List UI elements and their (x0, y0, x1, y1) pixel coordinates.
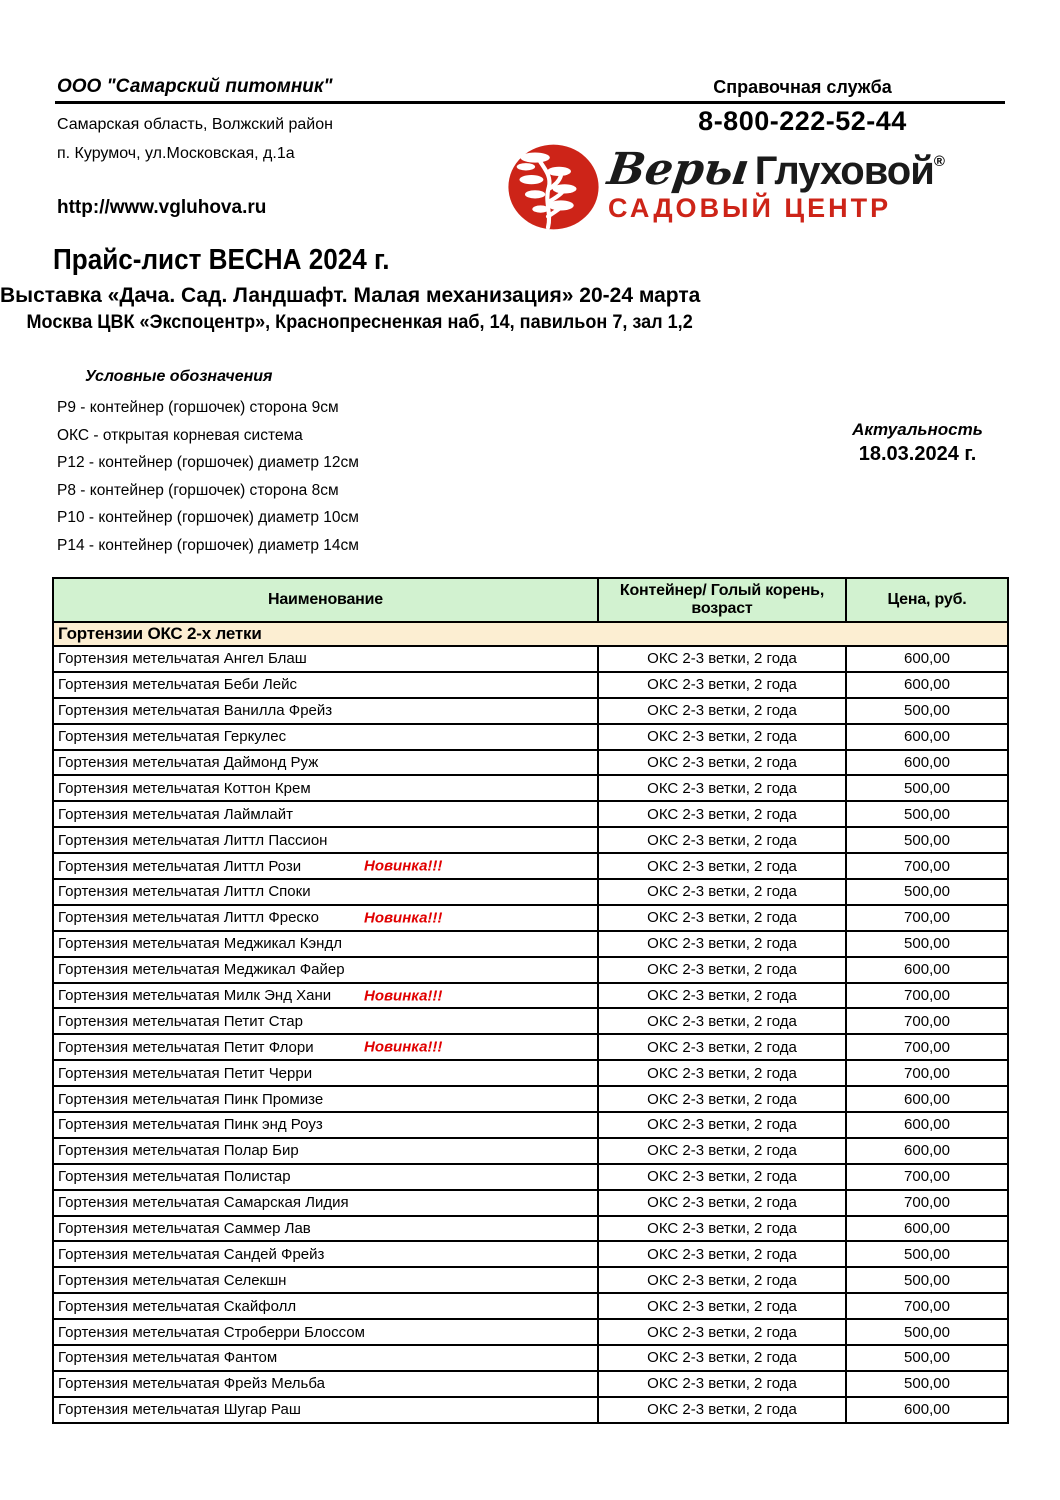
table-row (53, 1371, 1008, 1397)
price-table (52, 577, 1009, 1424)
table-row (53, 905, 1008, 931)
garden-center-logo (505, 138, 995, 236)
new-badge: Новинка!!! (364, 857, 443, 875)
legend-title: Условные обозначения (85, 368, 273, 385)
item-price: 700,00 (846, 1190, 1008, 1216)
item-container: ОКС 2-3 ветки, 2 года (598, 724, 846, 750)
item-container: ОКС 2-3 ветки, 2 года (598, 775, 846, 801)
item-container: ОКС 2-3 ветки, 2 года (598, 801, 846, 827)
table-row (53, 1216, 1008, 1242)
item-container: ОКС 2-3 ветки, 2 года (598, 1112, 846, 1138)
item-container: ОКС 2-3 ветки, 2 года (598, 879, 846, 905)
table-row (53, 1060, 1008, 1086)
company-name: ООО "Самарский питомник" (57, 76, 333, 97)
price-table-body (53, 622, 1008, 1423)
bonsai-tree-icon (505, 141, 602, 233)
item-container: ОКС 2-3 ветки, 2 года (598, 853, 846, 879)
item-container: ОКС 2-3 ветки, 2 года (598, 1060, 846, 1086)
table-row (53, 775, 1008, 801)
legend-list (57, 394, 359, 560)
item-container: ОКС 2-3 ветки, 2 года (598, 1034, 846, 1060)
item-container: ОКС 2-3 ветки, 2 года (598, 646, 846, 672)
table-row (53, 724, 1008, 750)
item-name: Гортензия метельчатая Петит Черри (58, 1064, 313, 1082)
table-row (53, 698, 1008, 724)
table-row (53, 1293, 1008, 1319)
item-name: Гортензия метельчатая Петит Стар (58, 1012, 303, 1030)
relevance-block (830, 420, 1005, 466)
item-price: 600,00 (846, 672, 1008, 698)
item-price: 700,00 (846, 853, 1008, 879)
table-row (53, 879, 1008, 905)
column-header-price: Цена, руб. (846, 578, 1008, 622)
item-price: 500,00 (846, 775, 1008, 801)
address-line-1: Самарская область, Волжский район (57, 116, 333, 133)
table-row (53, 801, 1008, 827)
table-row (53, 1164, 1008, 1190)
item-container: ОКС 2-3 ветки, 2 года (598, 1293, 846, 1319)
item-container: ОКС 2-3 ветки, 2 года (598, 1267, 846, 1293)
item-name: Гортензия метельчатая Коттон Крем (58, 779, 311, 797)
website-link[interactable]: http://www.vgluhova.ru (57, 197, 267, 218)
logo-brand-name: Глуховой (754, 149, 934, 193)
item-price: 500,00 (846, 801, 1008, 827)
item-price: 500,00 (846, 1267, 1008, 1293)
legend-item: Р8 - контейнер (горшочек) сторона 8см (57, 481, 339, 499)
item-price: 700,00 (846, 1008, 1008, 1034)
relevance-label: Актуальность (852, 420, 983, 439)
table-row (53, 827, 1008, 853)
section-row (53, 622, 1008, 646)
table-row (53, 1319, 1008, 1345)
item-name: Гортензия метельчатая Саммер Лав (58, 1220, 311, 1238)
location-line: Москва ЦВК «Экспоцентр», Краснопресненкая наб, 14, павильон 7, зал 1,2 (26, 312, 693, 333)
table-row (53, 1241, 1008, 1267)
item-price: 700,00 (846, 1060, 1008, 1086)
item-container: ОКС 2-3 ветки, 2 года (598, 1319, 846, 1345)
item-name: Гортензия метельчатая Полистар (58, 1168, 291, 1186)
item-name: Гортензия метельчатая Ангел Блаш (58, 650, 307, 668)
table-row (53, 1267, 1008, 1293)
item-name: Гортензия метельчатая Пинк энд Роуз (58, 1116, 323, 1134)
item-container: ОКС 2-3 ветки, 2 года (598, 1008, 846, 1034)
item-name: Гортензия метельчатая Петит Флори (58, 1038, 314, 1056)
hotline-label: Справочная служба (713, 77, 892, 97)
table-row (53, 1190, 1008, 1216)
legend-item: Р10 - контейнер (горшочек) диаметр 10см (57, 509, 359, 527)
item-price: 600,00 (846, 1086, 1008, 1112)
item-name: Гортензия метельчатая Геркулес (58, 728, 287, 746)
item-price: 600,00 (846, 1216, 1008, 1242)
item-name: Гортензия метельчатая Фрейз Мельба (58, 1375, 325, 1393)
item-name: Гортензия метельчатая Меджикал Кэндл (58, 935, 342, 953)
logo-subtitle: САДОВЫЙ ЦЕНТР (608, 193, 892, 223)
item-container: ОКС 2-3 ветки, 2 года (598, 1345, 846, 1371)
item-price: 500,00 (846, 1319, 1008, 1345)
column-header-name: Наименование (53, 578, 598, 622)
table-row (53, 983, 1008, 1009)
item-price: 600,00 (846, 957, 1008, 983)
table-row (53, 1112, 1008, 1138)
item-price: 700,00 (846, 1034, 1008, 1060)
item-name: Гортензия метельчатая Фантом (58, 1349, 278, 1367)
table-row (53, 750, 1008, 776)
table-row (53, 853, 1008, 879)
item-name: Гортензия метельчатая Полар Бир (58, 1142, 299, 1160)
table-header-row (53, 578, 1008, 622)
column-header-container: Контейнер/ Голый корень, возраст (598, 578, 846, 622)
item-container: ОКС 2-3 ветки, 2 года (598, 983, 846, 1009)
item-name: Гортензия метельчатая Селекшн (58, 1271, 287, 1289)
item-name: Гортензия метельчатая Милк Энд Хани (58, 987, 332, 1005)
item-price: 500,00 (846, 1345, 1008, 1371)
item-name: Гортензия метельчатая Лаймлайт (58, 805, 293, 823)
item-price: 500,00 (846, 1371, 1008, 1397)
legend-item: ОКС - открытая корневая система (57, 426, 303, 444)
new-badge: Новинка!!! (364, 987, 443, 1005)
item-name: Гортензия метельчатая Литтл Фреско (58, 909, 319, 927)
item-price: 700,00 (846, 983, 1008, 1009)
page-title: Прайс-лист ВЕСНА 2024 г. (53, 244, 390, 276)
item-price: 600,00 (846, 750, 1008, 776)
registered-trademark-icon: ® (933, 153, 945, 170)
item-price: 500,00 (846, 879, 1008, 905)
item-price: 700,00 (846, 1164, 1008, 1190)
item-container: ОКС 2-3 ветки, 2 года (598, 1397, 846, 1423)
item-name: Гортензия метельчатая Скайфолл (58, 1297, 297, 1315)
table-row (53, 1086, 1008, 1112)
item-container: ОКС 2-3 ветки, 2 года (598, 905, 846, 931)
exhibition-line: Выставка «Дача. Сад. Ландшафт. Малая механизация» 20-24 марта (0, 284, 701, 307)
item-container: ОКС 2-3 ветки, 2 года (598, 1190, 846, 1216)
legend-item: Р9 - контейнер (горшочек) сторона 9см (57, 399, 339, 416)
table-row (53, 1008, 1008, 1034)
new-badge: Новинка!!! (364, 909, 443, 927)
item-name: Гортензия метельчатая Сандей Фрейз (58, 1245, 325, 1263)
legend-item: Р14 - контейнер (горшочек) диаметр 14см (57, 536, 359, 554)
item-name: Гортензия метельчатая Шугар Раш (58, 1401, 301, 1419)
item-container: ОКС 2-3 ветки, 2 года (598, 1216, 846, 1242)
logo-script-name: Веры (604, 144, 753, 195)
table-row (53, 672, 1008, 698)
item-price: 500,00 (846, 827, 1008, 853)
item-container: ОКС 2-3 ветки, 2 года (598, 957, 846, 983)
item-container: ОКС 2-3 ветки, 2 года (598, 1138, 846, 1164)
header-divider (55, 101, 1005, 104)
table-row (53, 1345, 1008, 1371)
item-container: ОКС 2-3 ветки, 2 года (598, 827, 846, 853)
item-name: Гортензия метельчатая Литтл Пассион (58, 831, 328, 849)
legend-item: Р12 - контейнер (горшочек) диаметр 12см (57, 454, 359, 472)
item-price: 600,00 (846, 1112, 1008, 1138)
table-row (53, 1034, 1008, 1060)
item-container: ОКС 2-3 ветки, 2 года (598, 1086, 846, 1112)
item-price: 700,00 (846, 1293, 1008, 1319)
item-name: Гортензия метельчатая Беби Лейс (58, 676, 297, 694)
item-price: 500,00 (846, 931, 1008, 957)
table-row (53, 646, 1008, 672)
item-container: ОКС 2-3 ветки, 2 года (598, 672, 846, 698)
item-name: Гортензия метельчатая Даймонд Руж (58, 754, 319, 771)
item-price: 600,00 (846, 1397, 1008, 1423)
item-name: Гортензия метельчатая Пинк Промизе (58, 1090, 324, 1108)
table-row (53, 1397, 1008, 1423)
item-name: Гортензия метельчатая Меджикал Файер (58, 961, 345, 979)
hotline-phone: 8-800-222-52-44 (698, 106, 907, 136)
table-row (53, 931, 1008, 957)
item-price: 600,00 (846, 724, 1008, 750)
new-badge: Новинка!!! (364, 1038, 443, 1056)
item-name: Гортензия метельчатая Литтл Споки (58, 883, 311, 901)
item-container: ОКС 2-3 ветки, 2 года (598, 1371, 846, 1397)
item-container: ОКС 2-3 ветки, 2 года (598, 1164, 846, 1190)
item-name: Гортензия метельчатая Самарская Лидия (58, 1194, 349, 1212)
item-price: 500,00 (846, 1241, 1008, 1267)
table-row (53, 1138, 1008, 1164)
item-container: ОКС 2-3 ветки, 2 года (598, 750, 846, 776)
item-price: 600,00 (846, 646, 1008, 672)
item-price: 700,00 (846, 905, 1008, 931)
relevance-date: 18.03.2024 г. (858, 443, 977, 465)
item-container: ОКС 2-3 ветки, 2 года (598, 1241, 846, 1267)
item-name: Гортензия метельчатая Ванилла Фрейз (58, 702, 333, 720)
table-row (53, 957, 1008, 983)
item-name: Гортензия метельчатая Литтл Рози (58, 857, 302, 875)
item-container: ОКС 2-3 ветки, 2 года (598, 698, 846, 724)
item-name: Гортензия метельчатая Строберри Блоссом (58, 1323, 365, 1341)
item-price: 600,00 (846, 1138, 1008, 1164)
item-price: 500,00 (846, 698, 1008, 724)
item-container: ОКС 2-3 ветки, 2 года (598, 931, 846, 957)
section-title: Гортензии ОКС 2-х летки (53, 622, 1008, 646)
address-line-2: п. Курумоч, ул.Московская, д.1а (57, 145, 295, 162)
